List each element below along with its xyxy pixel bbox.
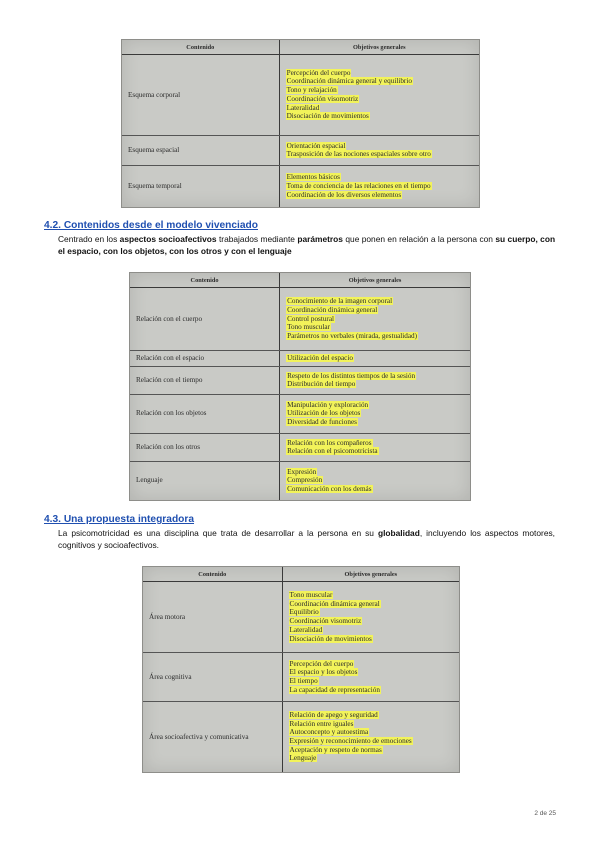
objective-item: Distribución del tiempo — [287, 380, 356, 389]
objective-item: Orientación espacial — [286, 141, 346, 150]
objetivos-cell — [280, 394, 470, 433]
objetivos-cell — [279, 55, 479, 136]
column-header: Contenido — [143, 567, 282, 582]
objective-item: Utilización del espacio — [287, 354, 353, 363]
table-row — [143, 701, 459, 772]
contenido-cell: Esquema temporal — [122, 165, 279, 207]
objective-item: Coordinación dinámica general y equilibrio — [286, 77, 412, 86]
objetivos-cell — [279, 165, 479, 207]
objective-item: Comunicación con los demás — [287, 485, 372, 494]
column-header: Contenido — [130, 273, 280, 288]
contenido-cell: Relación con los objetos — [130, 394, 280, 433]
objective-item: Coordinación visomotriz — [286, 94, 359, 103]
section-heading-4-3: 4.3. Una propuesta integradora — [44, 514, 195, 525]
objective-item: Coordinación visomotriz — [289, 617, 362, 626]
contenido-cell: Relación con el espacio — [130, 351, 280, 367]
contenido-cell: Esquema espacial — [122, 135, 279, 165]
objective-item: Disociación de movimientos — [289, 634, 372, 643]
column-header: Objetivos generales — [280, 273, 470, 288]
table-photo-relaciones — [129, 272, 471, 501]
objective-item: Percepción del cuerpo — [289, 659, 354, 668]
objective-item: Coordinación dinámica general — [287, 305, 378, 314]
contenido-cell: Relación con el cuerpo — [130, 288, 280, 351]
column-header: Objetivos generales — [282, 567, 459, 582]
section-4-2-paragraph: Centrado en los aspectos socioafectivos trabajados mediante parámetros que ponen en relación a la persona con su cuerpo, con el espacio, con los objetos, con los otros y con el lenguaje — [58, 234, 556, 256]
objectives-table — [122, 40, 479, 207]
objective-item: Disociación de movimientos — [286, 112, 369, 121]
objective-item: Compresión — [287, 476, 323, 485]
table-row — [130, 394, 470, 433]
contenido-cell: Área motora — [143, 582, 282, 653]
objective-item: Expresión y reconocimiento de emociones — [289, 736, 412, 745]
column-header: Contenido — [122, 40, 279, 55]
objective-item: Lenguaje — [289, 754, 317, 763]
objective-item: Diversidad de funciones — [287, 418, 357, 427]
contenido-cell: Área cognitiva — [143, 653, 282, 702]
table-row — [130, 351, 470, 367]
objective-item: Relación de apego y seguridad — [289, 710, 378, 719]
contenido-cell: Lenguaje — [130, 461, 280, 500]
section-4-3-paragraph: La psicomotricidad es una disciplina que trata de desarrollar a la persona en su globalidad, incluyendo los aspectos motores, cognitivos y socioafectivos. — [58, 528, 555, 550]
objective-item: Lateralidad — [289, 625, 323, 634]
objective-item: Autoconcepto y autoestima — [289, 728, 369, 737]
objective-item: Utilización de los objetos — [287, 409, 361, 418]
page-number: 2 de 25 — [534, 810, 556, 817]
objective-item: Coordinación de los diversos elementos — [286, 190, 402, 199]
objetivos-cell — [282, 701, 459, 772]
objetivos-cell — [280, 366, 470, 394]
objective-item: Aceptación y respeto de normas — [289, 745, 382, 754]
table-row — [122, 55, 479, 136]
objective-item: La capacidad de representación — [289, 685, 380, 694]
objetivos-cell — [280, 434, 470, 462]
contenido-cell: Esquema corporal — [122, 55, 279, 136]
objective-item: Elementos básicos — [286, 173, 340, 182]
table-row — [122, 165, 479, 207]
objective-item: Percepción del cuerpo — [286, 68, 351, 77]
section-heading-4-2: 4.2. Contenidos desde el modelo vivenciado — [44, 220, 258, 231]
objetivos-cell — [279, 135, 479, 165]
objetivos-cell — [280, 288, 470, 351]
objective-item: Trasposición de las nociones espaciales sobre otro — [286, 150, 431, 159]
objetivos-cell — [282, 653, 459, 702]
objectives-table — [143, 567, 459, 772]
objective-item: Control postural — [287, 314, 335, 323]
objective-item: Manipulación y exploración — [287, 400, 369, 409]
column-header: Objetivos generales — [279, 40, 479, 55]
objective-item: Lateralidad — [286, 103, 320, 112]
contenido-cell: Relación con los otros — [130, 434, 280, 462]
objective-item: Coordinación dinámica general — [289, 599, 380, 608]
objective-item: Tono y relajación — [286, 86, 337, 95]
table-row — [130, 461, 470, 500]
table-row — [122, 135, 479, 165]
objective-item: Tono muscular — [289, 590, 333, 599]
table-row — [130, 434, 470, 462]
objective-item: Toma de conciencia de las relaciones en el tiempo — [286, 181, 431, 190]
objective-item: Relación entre iguales — [289, 719, 354, 728]
table-photo-esquemas — [121, 39, 480, 208]
table-row — [143, 653, 459, 702]
objetivos-cell — [280, 351, 470, 367]
objective-item: El espacio y los objetos — [289, 668, 358, 677]
objective-item: Expresión — [287, 467, 317, 476]
table-row — [130, 288, 470, 351]
objective-item: Relación con el psicomotricista — [287, 447, 378, 456]
objetivos-cell — [282, 582, 459, 653]
objective-item: Equilibrio — [289, 608, 319, 617]
objectives-table — [130, 273, 470, 500]
contenido-cell: Área socioafectiva y comunicativa — [143, 701, 282, 772]
objective-item: Respeto de los distintos tiempos de la sesión — [287, 371, 416, 380]
contenido-cell: Relación con el tiempo — [130, 366, 280, 394]
objetivos-cell — [280, 461, 470, 500]
table-row — [130, 366, 470, 394]
objective-item: Tono muscular — [287, 323, 330, 332]
table-photo-areas — [142, 566, 460, 773]
objective-item: El tiempo — [289, 677, 318, 686]
objective-item: Conocimiento de la imagen corporal — [287, 297, 393, 306]
objective-item: Parámetros no verbales (mirada, gestualidad) — [287, 332, 418, 341]
table-row — [143, 582, 459, 653]
objective-item: Relación con los compañeros — [287, 438, 372, 447]
